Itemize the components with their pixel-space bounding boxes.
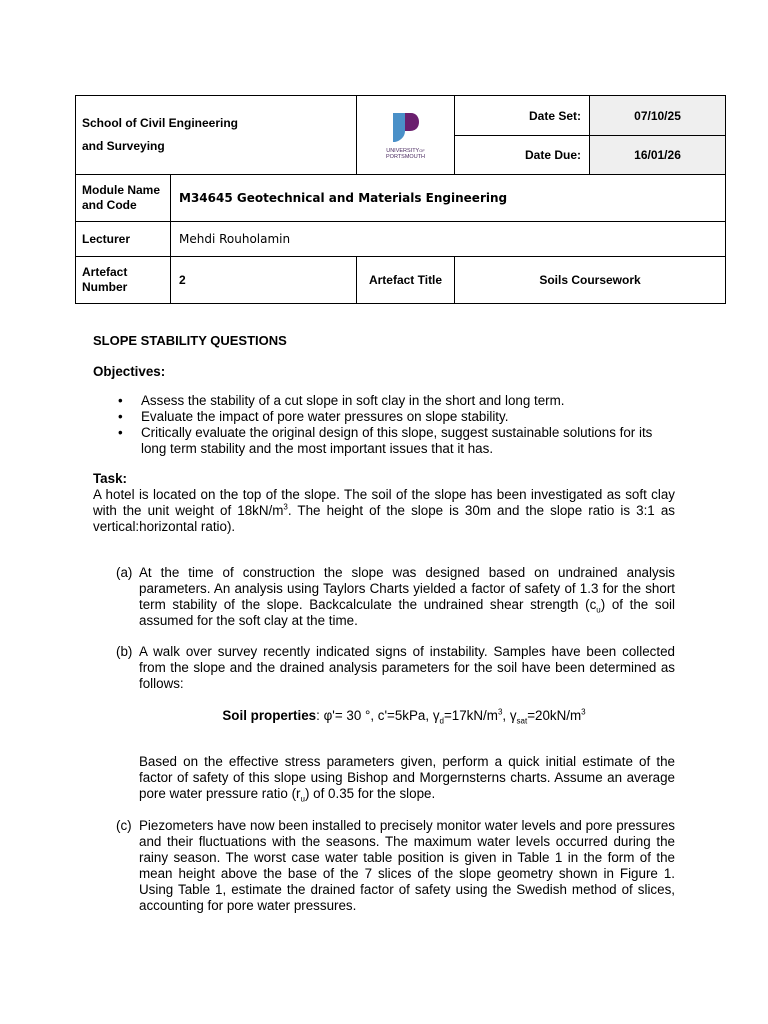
question-c-label: (c)	[116, 818, 132, 833]
question-c: (c) Piezometers have now been installed to precisely monitor water levels and pore pressures and their fluctuations with the seasons. The maximum water levels occurred during the rainy season. The worst case water table position is given in Table 1 in the form of the mean height above the base of the 7 slices of the slope geometry shown in Figure 1. Using Table 1, estimate the drained factor of safety using the Swedish method of slices, accounting for pore water pressures.	[116, 818, 675, 913]
date-set-value: 07/10/25	[590, 96, 726, 136]
objective-item: • Critically evaluate the original design of this slope, suggest sustainable solutions for its long term stability and the most important issues that it has.	[141, 425, 675, 457]
objective-item: • Assess the stability of a cut slope in soft clay in the short and long term.	[141, 393, 675, 409]
soil-properties: Soil properties: φ'= 30 °, c'=5kPa, $\gamma_d=17kN/m^3$, $\gamma_{sat}=20kN/m^3$	[222, 707, 586, 726]
question-b-continued: Based on the effective stress parameters given, perform a quick initial estimate of the factor of safety of this slope using Bishop and Morgernsterns charts. Assume an average pore water pressure ratio $(r_u)$ of 0.35 for the slope.	[139, 754, 675, 804]
task-description: A hotel is located on the top of the slope. The soil of the slope has been investigated as soft clay with the unit weight of $18kN/m^3$. The height of the slope is 30m and the slope ratio is 3:1 as vertical:horizontal ratio).	[93, 487, 675, 534]
module-label: Module Name and Code	[76, 175, 171, 222]
question-a: (a) At the time of construction the slope was designed based on undrained analysis parameters. An analysis using Taylors Charts yielded a factor of safety of 1.3 for the short term stability of the slope. Backcalculate the undrained shear strength $(c_u)$ of the soil assumed for the soft clay at the time.	[116, 565, 675, 628]
question-b-label: (b)	[116, 644, 133, 659]
school-name	[76, 96, 357, 175]
logo-cell	[357, 96, 455, 175]
section-heading: SLOPE STABILITY QUESTIONS	[93, 333, 287, 348]
date-due-value: 16/01/26	[590, 136, 726, 175]
soil-properties-label: Soil properties	[222, 708, 317, 723]
coursework-header-table	[75, 95, 726, 304]
task-heading: Task:	[93, 471, 127, 486]
university-logo	[381, 109, 431, 160]
objective-item: • Evaluate the impact of pore water pressures on slope stability.	[141, 409, 675, 425]
artefact-title-value: Soils Coursework	[455, 257, 726, 304]
university-shield-icon	[391, 111, 421, 145]
question-a-label: (a)	[116, 565, 133, 580]
objectives-list	[93, 393, 675, 457]
logo-wordmark: UNIVERSITYOF PORTSMOUTH	[386, 148, 426, 160]
lecturer-value: Mehdi Rouholamin	[171, 222, 726, 257]
question-b: (b) A walk over survey recently indicated signs of instability. Samples have been collected from the slope and the drained analysis parameters for the soil have been determined as follows:	[116, 644, 675, 691]
lecturer-label: Lecturer	[76, 222, 171, 257]
artefact-title-label: Artefact Title	[357, 257, 455, 304]
date-due-label: Date Due:	[455, 136, 590, 175]
coursework-body	[93, 333, 675, 914]
school-name-line1: School of Civil Engineering	[82, 116, 239, 130]
objectives-heading: Objectives:	[93, 364, 166, 379]
school-name-line2: and Surveying	[82, 139, 165, 153]
artefact-number-label: Artefact Number	[76, 257, 171, 304]
artefact-number-value: 2	[171, 257, 357, 304]
module-value: M34645 Geotechnical and Materials Engineering	[171, 175, 726, 222]
date-set-label: Date Set:	[455, 96, 590, 136]
